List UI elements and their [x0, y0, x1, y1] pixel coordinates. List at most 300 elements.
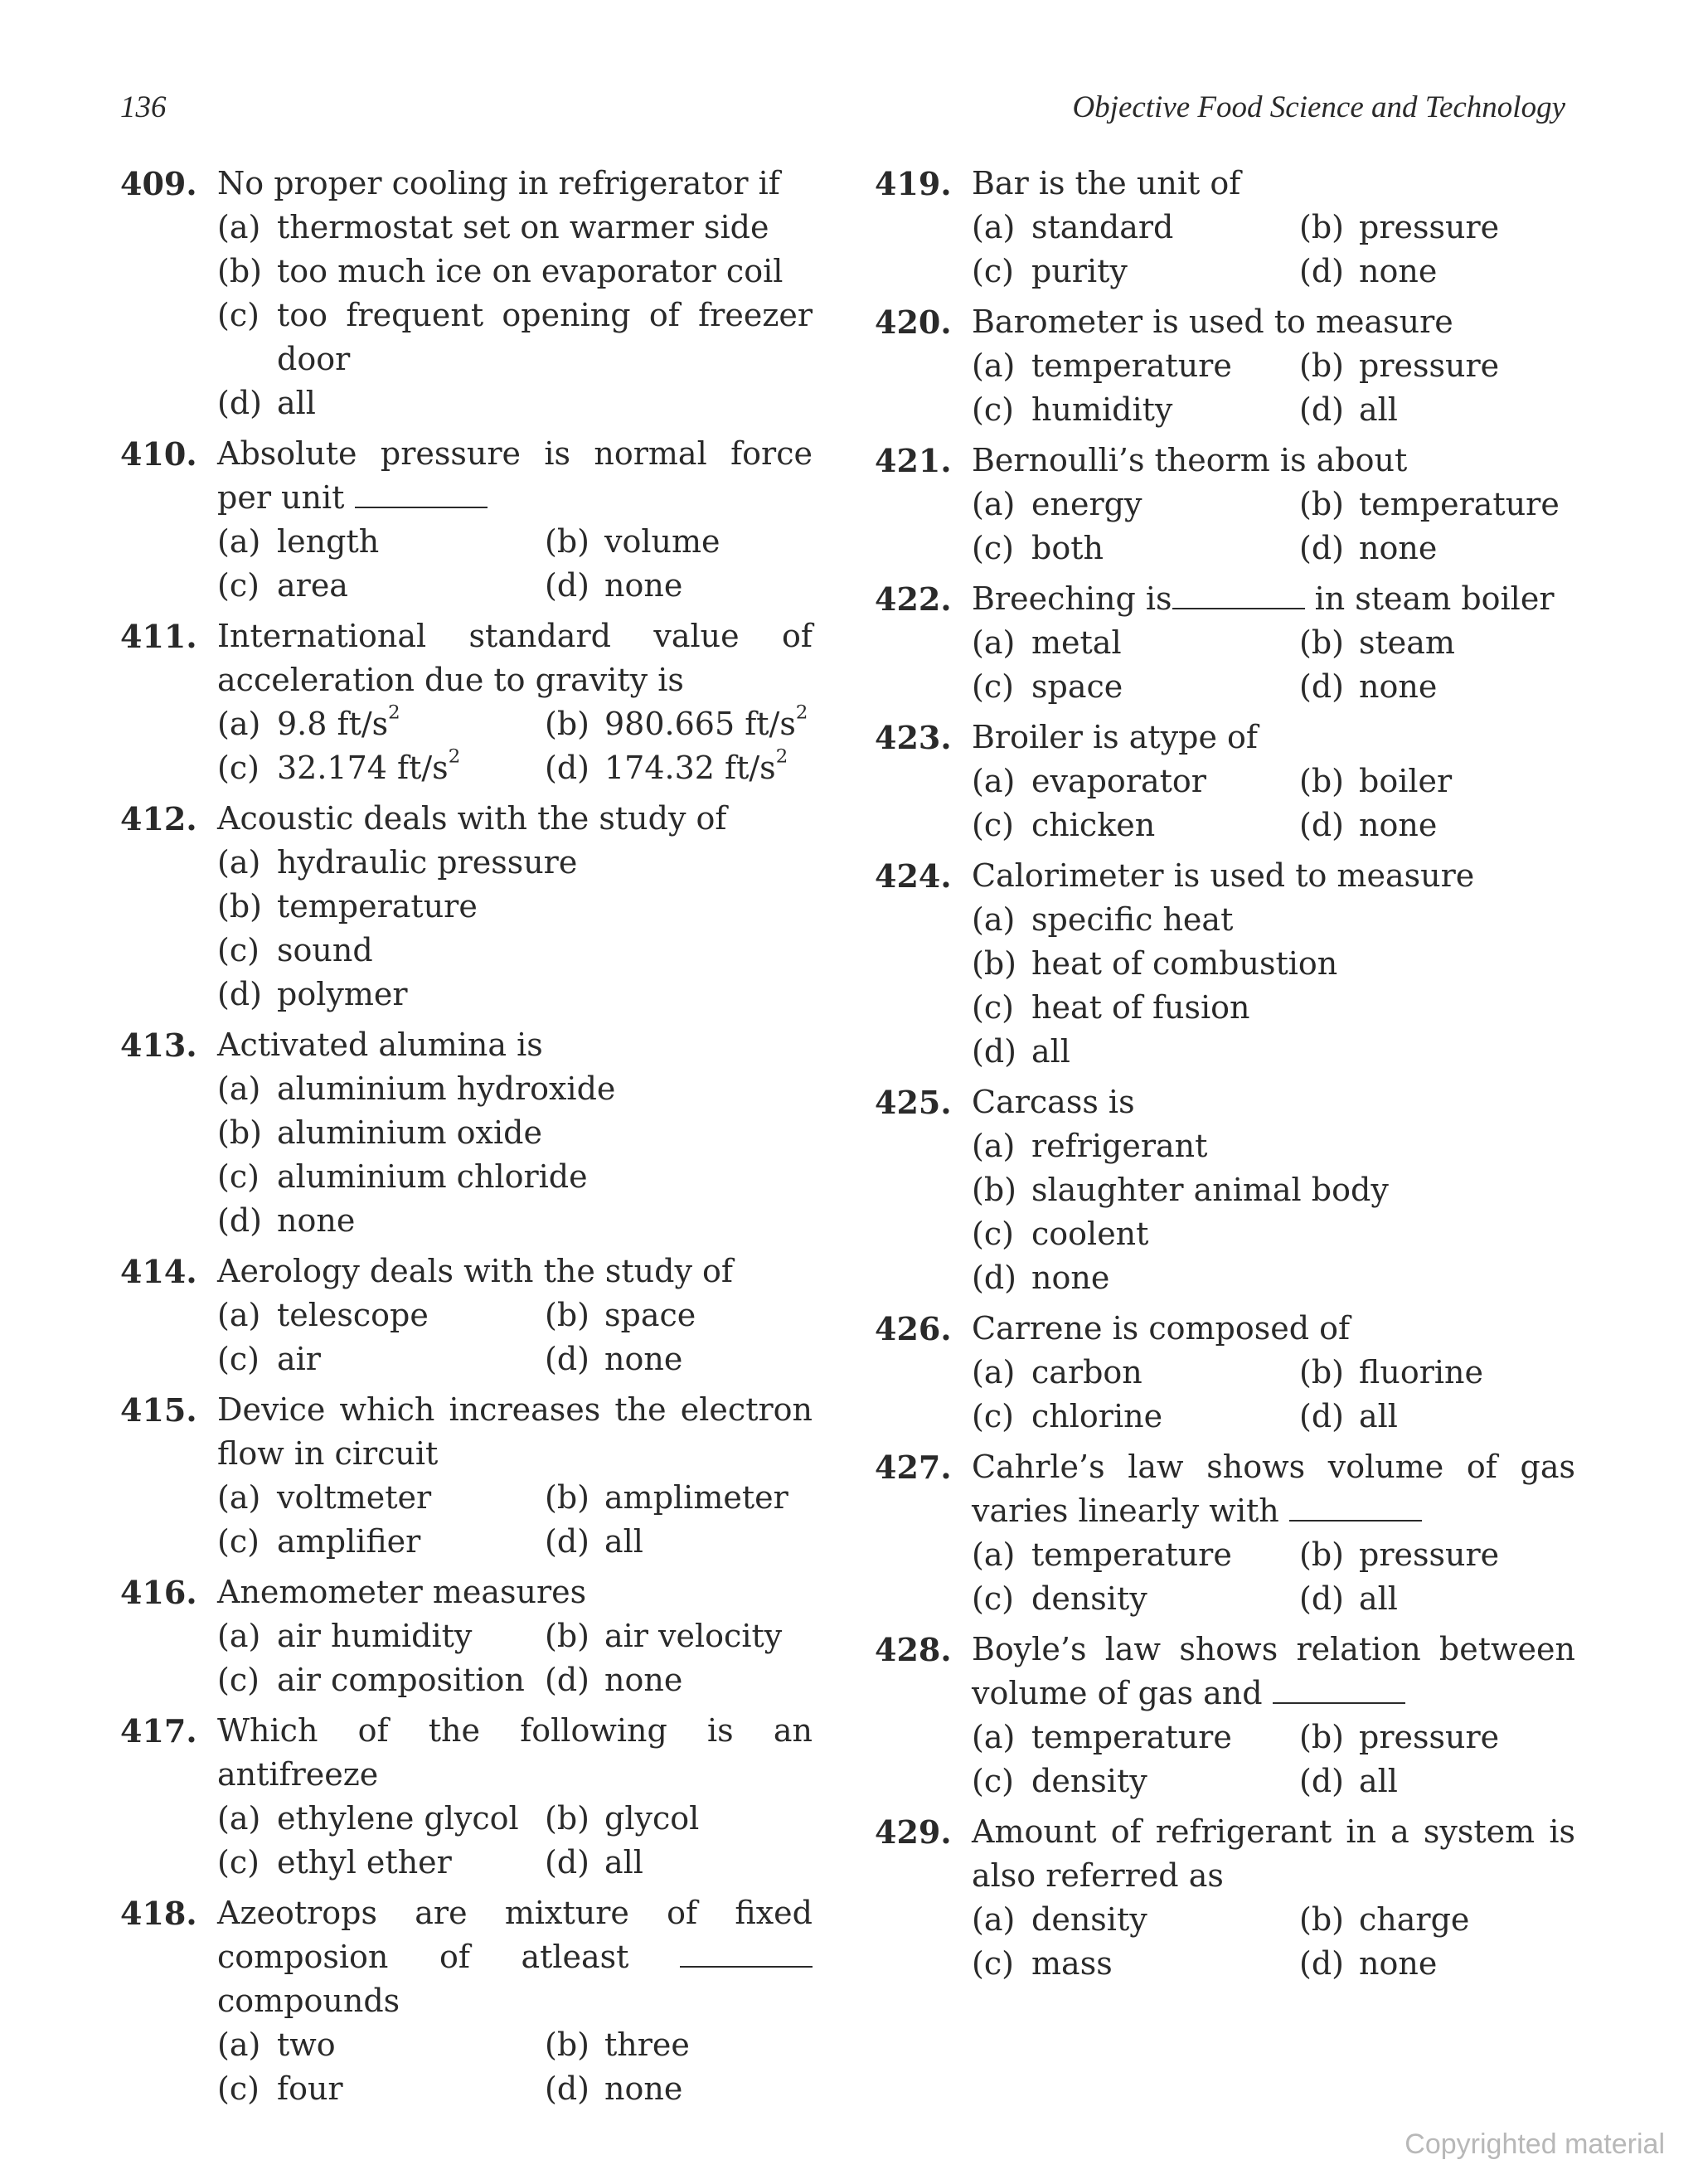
answer-option [972, 1942, 1299, 1986]
option-label: (a) [972, 901, 1016, 938]
question-text: Barometer is used to measure [972, 303, 1453, 340]
answer-option [1299, 206, 1575, 250]
question-text: Anemometer measures [217, 1574, 587, 1610]
option-text: temperature [277, 888, 478, 925]
option-text: heat of fusion [1031, 989, 1250, 1026]
option-text: humidity [1031, 391, 1173, 428]
answer-option [1299, 1395, 1575, 1439]
option-text: none [1031, 1259, 1110, 1296]
answer-option [1299, 344, 1575, 388]
option-label: (b) [1299, 1354, 1344, 1390]
option-text: steam [1359, 624, 1455, 661]
fill-in-blank [355, 477, 488, 508]
question-text: Carrene is composed of [972, 1310, 1351, 1347]
option-label: (a) [217, 706, 261, 742]
answer-option [972, 1351, 1299, 1395]
question-number: 426. [875, 1310, 952, 1347]
option-label: (d) [972, 1033, 1016, 1070]
option-label: (d) [972, 1259, 1016, 1296]
answer-option [217, 520, 545, 564]
answer-option [545, 564, 813, 608]
answer-option [217, 1199, 813, 1243]
answer-option [545, 520, 813, 564]
option-label: (d) [1299, 1945, 1344, 1982]
question-text: Breeching is in steam boiler [972, 577, 1575, 621]
option-text: all [1359, 391, 1398, 428]
answer-option [972, 527, 1299, 570]
option-label: (d) [1299, 1763, 1344, 1799]
question-item [875, 1810, 1575, 1986]
option-label: (c) [972, 1945, 1014, 1982]
option-text: none [1359, 253, 1438, 289]
answer-option [972, 1030, 1575, 1074]
question-text: Device which increases the electron flow in circuit [217, 1391, 813, 1472]
option-label: (d) [545, 1341, 589, 1377]
answer-option [545, 2067, 813, 2111]
option-text: pressure [1359, 209, 1500, 245]
option-text: carbon [1031, 1354, 1143, 1390]
answer-option [217, 746, 545, 790]
answer-options [217, 520, 813, 608]
option-text: specific heat [1031, 901, 1234, 938]
question-text: Activated alumina is [217, 1026, 543, 1063]
option-label: (b) [217, 888, 262, 925]
option-label: (a) [217, 844, 261, 881]
answer-option [217, 973, 813, 1017]
option-text: refrigerant [1031, 1128, 1208, 1164]
answer-option [545, 1658, 813, 1702]
option-text: coolent [1031, 1216, 1149, 1252]
option-label: (c) [217, 2070, 260, 2107]
answer-option [1299, 1351, 1575, 1395]
answer-option [972, 986, 1575, 1030]
answer-option [972, 388, 1299, 432]
answer-options [217, 1797, 813, 1885]
option-text: too much ice on evaporator coil [277, 253, 784, 289]
option-label: (c) [972, 253, 1014, 289]
answer-option [972, 344, 1299, 388]
option-text: air composition [277, 1662, 525, 1698]
answer-option [972, 1533, 1299, 1577]
option-label: (a) [972, 347, 1016, 384]
option-text: amplifier [277, 1523, 421, 1560]
answer-option [972, 942, 1575, 986]
option-label: (a) [217, 2026, 261, 2063]
question-text: Bernoulli’s theorm is about [972, 442, 1408, 478]
answer-options [972, 483, 1575, 570]
option-label: (d) [1299, 668, 1344, 705]
question-text: Cahrle’s law shows volume of gas varies linearly with [972, 1449, 1575, 1529]
answer-option [972, 898, 1575, 942]
answer-options [217, 1476, 813, 1564]
answer-option [972, 206, 1299, 250]
answer-option [1299, 665, 1575, 709]
option-label: (b) [1299, 347, 1344, 384]
question-text: Absolute pressure is normal force per unit [217, 435, 813, 516]
answer-option [545, 1841, 813, 1885]
option-text: air [277, 1341, 321, 1377]
option-text: space [604, 1297, 696, 1333]
question-number: 419. [875, 165, 952, 202]
question-number: 423. [875, 719, 952, 756]
question-item [875, 577, 1575, 709]
option-text: density [1031, 1580, 1147, 1617]
answer-option [972, 250, 1299, 294]
option-label: (c) [217, 932, 260, 968]
option-text: none [604, 1341, 683, 1377]
option-label: (c) [217, 297, 260, 333]
question-text: Acoustic deals with the study of [217, 800, 727, 837]
question-text: Broiler is atype of [972, 719, 1258, 755]
question-number: 415. [120, 1391, 197, 1429]
answer-option [545, 1476, 813, 1520]
option-text: density [1031, 1763, 1147, 1799]
question-item [120, 1023, 813, 1243]
option-label: (a) [217, 209, 261, 245]
option-text: pressure [1359, 347, 1500, 384]
question-item [875, 162, 1575, 294]
answer-option [1299, 388, 1575, 432]
option-label: (c) [972, 1580, 1014, 1617]
option-text: aluminium hydroxide [277, 1070, 616, 1107]
answer-option [545, 1337, 813, 1381]
option-text: pressure [1359, 1719, 1500, 1755]
page-number: 136 [120, 90, 167, 124]
option-text: all [1031, 1033, 1070, 1070]
option-text: temperature [1031, 347, 1232, 384]
option-label: (d) [1299, 391, 1344, 428]
answer-option [217, 2067, 545, 2111]
option-text: three [604, 2026, 690, 2063]
answer-option [972, 1759, 1299, 1803]
answer-option [217, 564, 545, 608]
answer-option [1299, 483, 1575, 527]
answer-option [972, 1256, 1575, 1300]
answer-options [217, 206, 813, 425]
option-text: all [1359, 1763, 1398, 1799]
option-text: temperature [1359, 486, 1560, 522]
question-item [875, 1080, 1575, 1300]
answer-option [1299, 250, 1575, 294]
answer-option [972, 1395, 1299, 1439]
option-text: fluorine [1359, 1354, 1483, 1390]
answer-option [972, 665, 1299, 709]
option-label: (d) [217, 1202, 262, 1239]
option-label: (d) [545, 2070, 589, 2107]
option-text: none [277, 1202, 356, 1239]
option-label: (a) [972, 1901, 1016, 1938]
option-label: (c) [972, 668, 1014, 705]
option-label: (d) [1299, 1398, 1344, 1434]
option-text: density [1031, 1901, 1147, 1938]
answer-option [217, 1841, 545, 1885]
answer-option [972, 1168, 1575, 1212]
fill-in-blank [1273, 1672, 1405, 1704]
option-label: (a) [972, 1719, 1016, 1755]
option-text: standard [1031, 209, 1174, 245]
option-text: temperature [1031, 1536, 1232, 1573]
answer-options [217, 841, 813, 1017]
option-text: none [604, 2070, 683, 2107]
question-text: Azeotrops are mixture of fixed composion of atleast compounds [217, 1895, 813, 2019]
option-label: (b) [545, 1297, 589, 1333]
answer-options [972, 1351, 1575, 1439]
question-number: 421. [875, 442, 952, 479]
answer-option [1299, 621, 1575, 665]
option-label: (d) [217, 385, 262, 421]
question-item [120, 614, 813, 790]
option-label: (b) [217, 253, 262, 289]
option-label: (a) [972, 1536, 1016, 1573]
option-text: space [1031, 668, 1123, 705]
option-text: two [277, 2026, 336, 2063]
option-label: (b) [1299, 624, 1344, 661]
option-label: (d) [545, 750, 589, 786]
option-text: all [277, 385, 316, 421]
option-label: (d) [545, 1844, 589, 1881]
answer-option [217, 1614, 545, 1658]
answer-option [217, 1155, 813, 1199]
answer-option [972, 760, 1299, 803]
question-number: 414. [120, 1253, 197, 1290]
option-label: (a) [217, 1070, 261, 1107]
option-text: air humidity [277, 1618, 473, 1654]
option-label: (a) [217, 1618, 261, 1654]
option-label: (a) [972, 624, 1016, 661]
question-text: Aerology deals with the study of [217, 1253, 733, 1289]
question-number: 427. [875, 1449, 952, 1486]
answer-option [217, 206, 813, 250]
answer-option [217, 2023, 545, 2067]
option-text: none [1359, 668, 1438, 705]
option-label: (d) [1299, 530, 1344, 566]
option-label: (c) [217, 1341, 260, 1377]
answer-option [217, 885, 813, 929]
question-number: 417. [120, 1712, 197, 1750]
option-label: (c) [217, 1662, 260, 1698]
answer-option [217, 1111, 813, 1155]
option-text: none [604, 567, 683, 604]
option-text: heat of combustion [1031, 945, 1338, 982]
option-text: polymer [277, 976, 408, 1012]
answer-option [217, 1293, 545, 1337]
option-label: (c) [972, 807, 1014, 843]
answer-options [972, 1898, 1575, 1986]
option-label: (d) [217, 976, 262, 1012]
answer-option [217, 1337, 545, 1381]
copyright-watermark: Copyrighted material [1404, 2128, 1665, 2160]
answer-option [1299, 760, 1575, 803]
question-number: 409. [120, 165, 197, 202]
question-item [120, 1709, 813, 1885]
option-text: voltmeter [277, 1479, 432, 1516]
answer-option [545, 1797, 813, 1841]
answer-option [972, 1577, 1299, 1621]
question-item [120, 1891, 813, 2111]
option-label: (a) [972, 1354, 1016, 1390]
option-text: all [604, 1523, 643, 1560]
answer-option [545, 2023, 813, 2067]
option-label: (b) [972, 945, 1016, 982]
option-text: length [277, 523, 380, 560]
answer-option [217, 250, 813, 294]
question-number: 418. [120, 1895, 197, 1932]
option-label: (c) [972, 530, 1014, 566]
option-text: all [604, 1844, 643, 1881]
option-label: (c) [217, 1158, 260, 1195]
option-text: chicken [1031, 807, 1156, 843]
option-text: mass [1031, 1945, 1113, 1982]
option-text: hydraulic pressure [277, 844, 578, 881]
question-number: 416. [120, 1574, 197, 1611]
option-label: (b) [545, 1479, 589, 1516]
question-item [120, 1570, 813, 1702]
question-text: Amount of refrigerant in a system is also referred as [972, 1813, 1575, 1894]
option-label: (c) [972, 1216, 1014, 1252]
answer-option [545, 702, 813, 746]
option-text: aluminium oxide [277, 1114, 542, 1151]
answer-option [217, 1658, 545, 1702]
answer-options [217, 1614, 813, 1702]
answer-option [972, 621, 1299, 665]
answer-options [972, 1716, 1575, 1803]
option-label: (a) [972, 763, 1016, 799]
question-text: Which of the following is an antifreeze [217, 1712, 813, 1793]
option-text: none [1359, 807, 1438, 843]
answer-option [545, 746, 813, 790]
option-text: none [604, 1662, 683, 1698]
left-question-column [120, 162, 813, 2118]
question-item [875, 854, 1575, 1074]
option-label: (d) [1299, 1580, 1344, 1617]
option-label: (b) [1299, 1901, 1344, 1938]
question-item [120, 1250, 813, 1381]
option-label: (c) [217, 750, 260, 786]
question-item [120, 797, 813, 1017]
question-text: Carcass is [972, 1084, 1135, 1120]
question-item [875, 1307, 1575, 1439]
option-text: telescope [277, 1297, 429, 1333]
option-text: sound [277, 932, 373, 968]
question-number: 428. [875, 1631, 952, 1668]
option-label: (c) [972, 1398, 1014, 1434]
question-number: 410. [120, 435, 197, 473]
question-number: 411. [120, 618, 197, 655]
answer-options [972, 898, 1575, 1074]
option-label: (c) [972, 989, 1014, 1026]
option-text: temperature [1031, 1719, 1232, 1755]
answer-option [545, 1520, 813, 1564]
option-text: slaughter animal body [1031, 1172, 1389, 1208]
option-text: ethyl ether [277, 1844, 452, 1881]
question-item [875, 300, 1575, 432]
question-number: 422. [875, 580, 952, 618]
answer-option [217, 929, 813, 973]
option-label: (b) [217, 1114, 262, 1151]
option-label: (b) [1299, 209, 1344, 245]
answer-option [217, 381, 813, 425]
answer-options [217, 1293, 813, 1381]
option-text: boiler [1359, 763, 1453, 799]
answer-option [1299, 1942, 1575, 1986]
option-label: (d) [1299, 807, 1344, 843]
running-header-title: Objective Food Science and Technology [1072, 90, 1565, 124]
right-question-column [875, 162, 1575, 1992]
option-text: amplimeter [604, 1479, 788, 1516]
option-label: (d) [1299, 253, 1344, 289]
option-text: all [1359, 1398, 1398, 1434]
question-text: International standard value of acceleration due to gravity is [217, 618, 813, 698]
option-text: charge [1359, 1901, 1470, 1938]
fill-in-blank [1289, 1490, 1422, 1522]
question-number: 413. [120, 1026, 197, 1064]
answer-options [972, 1533, 1575, 1621]
option-label: (a) [217, 1297, 261, 1333]
option-label: (b) [1299, 1719, 1344, 1755]
option-label: (a) [217, 1800, 261, 1837]
answer-options [217, 2023, 813, 2111]
answer-option [1299, 1533, 1575, 1577]
answer-option [217, 1476, 545, 1520]
answer-option [1299, 1898, 1575, 1942]
answer-option [1299, 803, 1575, 847]
question-number: 412. [120, 800, 197, 837]
answer-option [217, 1067, 813, 1111]
option-label: (c) [217, 567, 260, 604]
option-text: none [1359, 1945, 1438, 1982]
option-text: both [1031, 530, 1104, 566]
fill-in-blank [1172, 578, 1305, 609]
option-label: (b) [545, 2026, 589, 2063]
option-label: (b) [545, 523, 589, 560]
answer-option [1299, 1759, 1575, 1803]
answer-options [972, 1124, 1575, 1300]
option-text: evaporator [1031, 763, 1206, 799]
answer-option [1299, 1716, 1575, 1759]
answer-options [972, 206, 1575, 294]
option-label: (b) [545, 706, 589, 742]
question-item [875, 1628, 1575, 1803]
option-label: (b) [972, 1172, 1016, 1208]
option-label: (d) [545, 1523, 589, 1560]
option-text: glycol [604, 1800, 700, 1837]
question-number: 420. [875, 303, 952, 341]
question-text: Boyle’s law shows relation between volume of gas and [972, 1631, 1575, 1711]
option-text: energy [1031, 486, 1143, 522]
option-label: (b) [545, 1800, 589, 1837]
option-text: aluminium chloride [277, 1158, 588, 1195]
option-text: pressure [1359, 1536, 1500, 1573]
option-text: 980.665 $ft/s^2$ [604, 701, 808, 742]
question-number: 425. [875, 1084, 952, 1121]
answer-options [972, 344, 1575, 432]
answer-option [972, 803, 1299, 847]
answer-option [972, 1124, 1575, 1168]
option-text: four [277, 2070, 343, 2107]
option-text: thermostat set on warmer side [277, 209, 769, 245]
answer-option [972, 1716, 1299, 1759]
option-text: volume [604, 523, 720, 560]
option-text: all [1359, 1580, 1398, 1617]
option-label: (c) [972, 391, 1014, 428]
question-item [875, 716, 1575, 847]
option-label: (a) [217, 1479, 261, 1516]
question-item [875, 439, 1575, 570]
answer-option [972, 1212, 1575, 1256]
option-text: area [277, 567, 348, 604]
option-label: (b) [545, 1618, 589, 1654]
option-label: (c) [972, 1763, 1014, 1799]
